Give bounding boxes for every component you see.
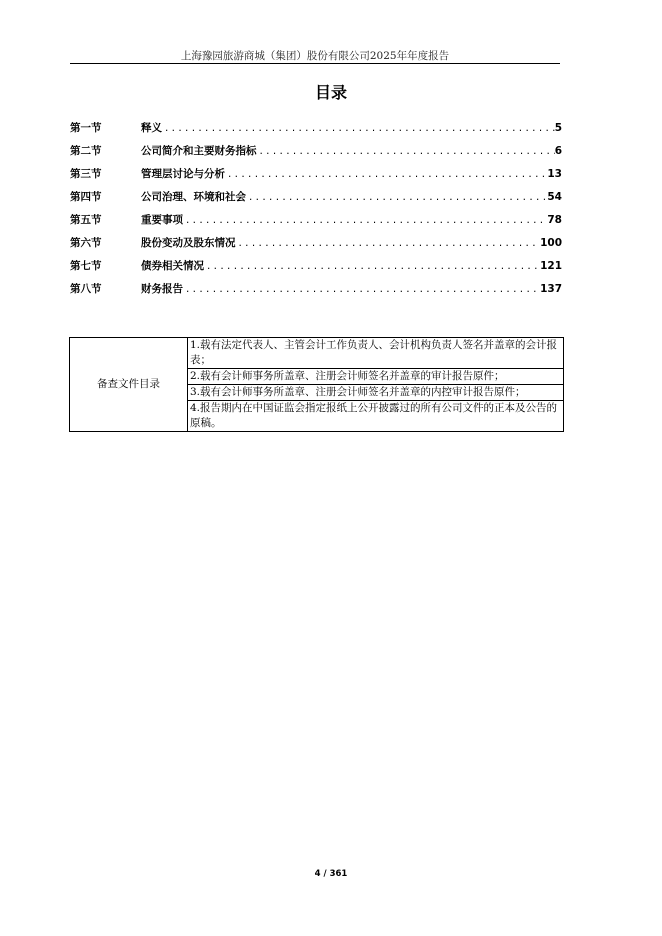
toc-entry[interactable] [70,120,562,143]
toc-section-title: 管理层讨论与分析 [141,168,225,180]
toc-page-number: 6 [554,145,562,157]
toc-section-title: 释义 [141,122,162,134]
toc-entry[interactable] [70,189,562,212]
toc-section-title: 公司治理、环境和社会 [141,191,246,203]
toc-dot-leader [225,168,547,180]
toc-section-number: 第七节 [70,260,102,272]
toc-dot-leader [236,237,541,249]
toc-section-number: 第六节 [70,237,102,249]
toc-entry[interactable] [70,235,562,258]
toc-page-number: 13 [547,168,562,180]
toc-page-number: 137 [540,283,562,295]
toc-section-number: 第五节 [70,214,102,226]
toc-section-number: 第三节 [70,168,102,180]
toc-section-title: 重要事项 [141,214,183,226]
table-row [70,338,564,369]
toc-section-title: 财务报告 [141,283,183,295]
toc-dot-leader [246,191,547,203]
toc-section-number: 第二节 [70,145,102,157]
page-number-footer: 4 / 361 [314,869,348,879]
toc-page-number: 100 [540,237,562,249]
toc-section-title: 债券相关情况 [141,260,204,272]
reference-documents-table [69,337,564,432]
toc-section-title: 股份变动及股东情况 [141,237,236,249]
table-of-contents [70,120,562,304]
reference-document-item: 1.载有法定代表人、主管会计工作负责人、会计机构负责人签名并盖章的会计报表； [188,338,564,369]
toc-dot-leader [183,283,540,295]
reference-document-item: 3.载有会计师事务所盖章、注册会计师签名并盖章的内控审计报告原件； [188,385,564,401]
page-header: 上海豫园旅游商城（集团）股份有限公司2025年年度报告 [180,50,450,62]
toc-dot-leader [204,260,540,272]
toc-dot-leader [162,122,555,134]
toc-section-number: 第一节 [70,122,102,134]
toc-section-number: 第四节 [70,191,102,203]
reference-documents-label: 备查文件目录 [70,338,188,432]
toc-title: 目录 [314,83,347,102]
toc-section-number: 第八节 [70,283,102,295]
toc-page-number: 5 [554,122,562,134]
toc-entry[interactable] [70,166,562,189]
toc-section-title: 公司简介和主要财务指标 [141,145,257,157]
toc-entry[interactable] [70,143,562,166]
toc-entry[interactable] [70,258,562,281]
toc-entry[interactable] [70,281,562,304]
toc-page-number: 121 [540,260,562,272]
toc-page-number: 54 [547,191,562,203]
reference-document-item: 4.报告期内在中国证监会指定报纸上公开披露过的所有公司文件的正本及公告的原稿。 [188,401,564,432]
toc-entry[interactable] [70,212,562,235]
reference-document-item: 2.载有会计师事务所盖章、注册会计师签名并盖章的审计报告原件； [188,369,564,385]
toc-dot-leader [183,214,547,226]
toc-page-number: 78 [547,214,562,226]
header-divider [70,63,560,64]
toc-dot-leader [257,145,555,157]
